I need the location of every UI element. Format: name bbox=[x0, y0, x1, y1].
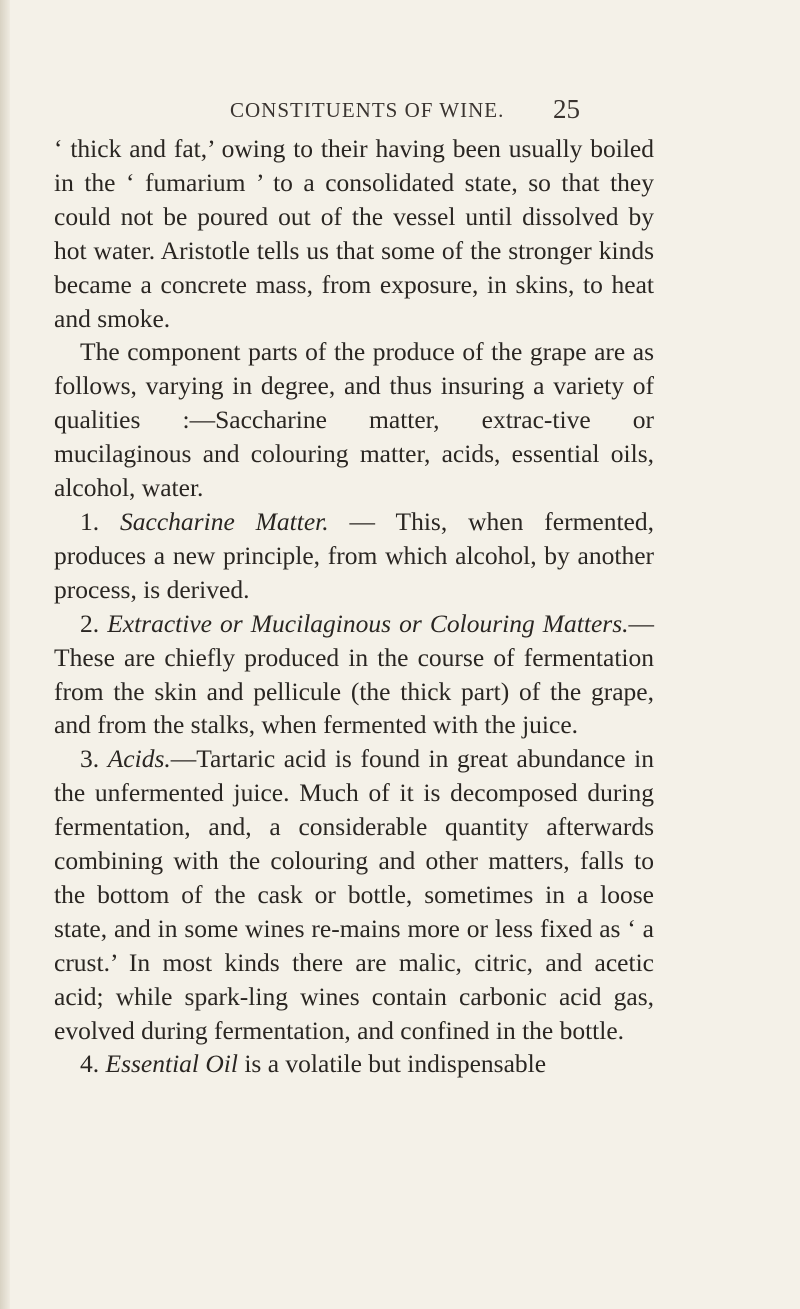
item-text: — This, when fermented, produces a new principle, from which alcohol, by another process, is derived. bbox=[54, 506, 654, 604]
item-title: Acids. bbox=[107, 744, 171, 774]
paragraph-component-parts: The component parts of the produce of the grape are as follows, varying in degree, and thus insuring a variety of qualities :—Saccharine matter, extrac-tive or mucilaginous and colouring matter, acids, essential oils, alcohol, water. bbox=[54, 337, 654, 503]
body-text bbox=[54, 132, 654, 1081]
page-header bbox=[230, 92, 580, 126]
item-title: Essential Oil bbox=[105, 1049, 238, 1079]
item-text: is a volatile but indispensable bbox=[237, 1049, 547, 1079]
paragraph-essential-oil bbox=[54, 1047, 654, 1081]
page-number: 25 bbox=[553, 94, 580, 124]
paragraph-saccharine-matter bbox=[54, 505, 654, 607]
item-number: 3. bbox=[80, 744, 100, 774]
page-gutter-edge bbox=[0, 0, 10, 1309]
item-text: —These are chiefly produced in the course of fermentation from the skin and pellicule (the thick part) of the grape, and from the stalks, when fermented with the juice. bbox=[54, 608, 654, 740]
item-number: 1. bbox=[80, 506, 100, 536]
paragraph-extractive-matters bbox=[54, 607, 654, 743]
item-number: 2. bbox=[80, 608, 100, 638]
item-number: 4. bbox=[80, 1049, 100, 1079]
item-text: —Tartaric acid is found in great abundance in the unfermented juice. Much of it is decomposed during fermentation, and, a considerable quantity afterwards combining with the colouring and other matters, falls to the bottom of the cask or bottle, sometimes in a loose state, and in some wines re-mains more or less fixed as ‘ a crust.’ In most kinds there are malic, citric, and acetic acid; while spark-ling wines contain carbonic acid gas, evolved during fermentation, and confined in the bottle. bbox=[54, 744, 655, 1045]
paragraph-acids bbox=[54, 742, 654, 1047]
item-title: Saccharine Matter. bbox=[120, 506, 329, 536]
paragraph-continuation: ‘ thick and fat,’ owing to their having been usually boiled in the ‘ fumarium ’ to a consolidated state, so that they could not be poured out of the vessel until dissolved by hot water. Aristotle tells us that some of the stronger kinds became a concrete mass, from exposure, in skins, to heat and smoke. bbox=[54, 134, 654, 333]
item-title: Extractive or Mucilaginous or Colouring Matters. bbox=[107, 608, 629, 638]
running-head: CONSTITUENTS OF WINE. bbox=[230, 98, 505, 122]
